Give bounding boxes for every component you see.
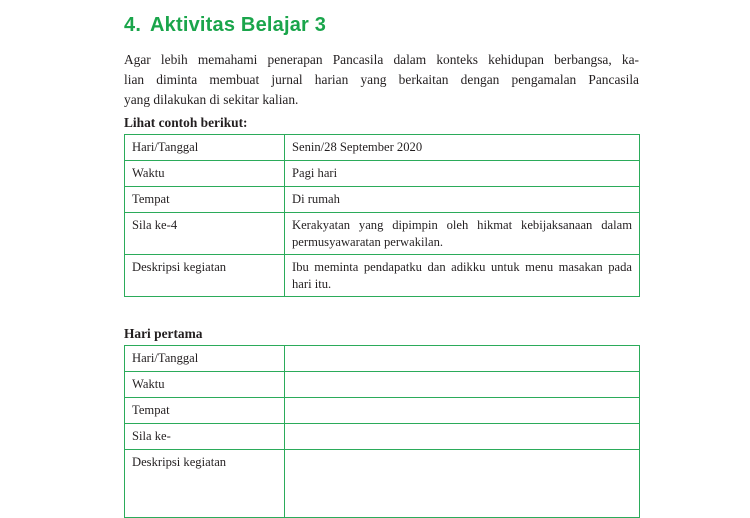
row-value-blank[interactable] xyxy=(285,450,640,518)
table-row xyxy=(125,398,640,424)
row-value-blank[interactable] xyxy=(285,372,640,398)
table-row xyxy=(125,187,640,213)
section-heading xyxy=(124,14,326,37)
day-one-journal-table xyxy=(124,345,640,518)
row-label: Deskripsi kegiatan xyxy=(125,450,285,518)
table-row xyxy=(125,450,640,518)
intro-line: yang dilakukan di sekitar kalian. xyxy=(124,92,299,107)
table-row xyxy=(125,213,640,255)
table-row xyxy=(125,372,640,398)
row-label: Sila ke- xyxy=(125,424,285,450)
row-value-blank[interactable] xyxy=(285,398,640,424)
row-label: Waktu xyxy=(125,161,285,187)
row-value: Senin/28 September 2020 xyxy=(285,135,640,161)
section-title: Aktivitas Belajar 3 xyxy=(150,14,327,36)
table-row xyxy=(125,346,640,372)
intro-line: lian diminta membuat jurnal harian yang berkaitan dengan pengamalan Pancasila xyxy=(124,72,639,87)
row-label: Tempat xyxy=(125,398,285,424)
row-value-blank[interactable] xyxy=(285,424,640,450)
day-one-heading: Hari pertama xyxy=(124,326,203,341)
row-label: Hari/Tanggal xyxy=(125,135,285,161)
row-value: Kerakyatan yang dipimpin oleh hikmat kebijaksanaan dalam permusyawaratan perwakilan. xyxy=(285,213,640,255)
row-value-blank[interactable] xyxy=(285,346,640,372)
table-row xyxy=(125,424,640,450)
row-value: Pagi hari xyxy=(285,161,640,187)
table-row xyxy=(125,255,640,297)
example-heading: Lihat contoh berikut: xyxy=(124,115,248,130)
intro-line: Agar lebih memahami penerapan Pancasila dalam konteks kehidupan berbangsa, ka- xyxy=(124,52,639,67)
intro-paragraph xyxy=(124,50,639,110)
row-label: Sila ke-4 xyxy=(125,213,285,255)
row-label: Waktu xyxy=(125,372,285,398)
row-label: Tempat xyxy=(125,187,285,213)
table-row xyxy=(125,135,640,161)
row-value: Di rumah xyxy=(285,187,640,213)
row-label: Deskripsi kegiatan xyxy=(125,255,285,297)
row-value: Ibu meminta pendapatku dan adikku untuk menu masakan pada hari itu. xyxy=(285,255,640,297)
section-number: 4. xyxy=(124,14,142,36)
table-row xyxy=(125,161,640,187)
row-label: Hari/Tanggal xyxy=(125,346,285,372)
example-journal-table xyxy=(124,134,640,297)
